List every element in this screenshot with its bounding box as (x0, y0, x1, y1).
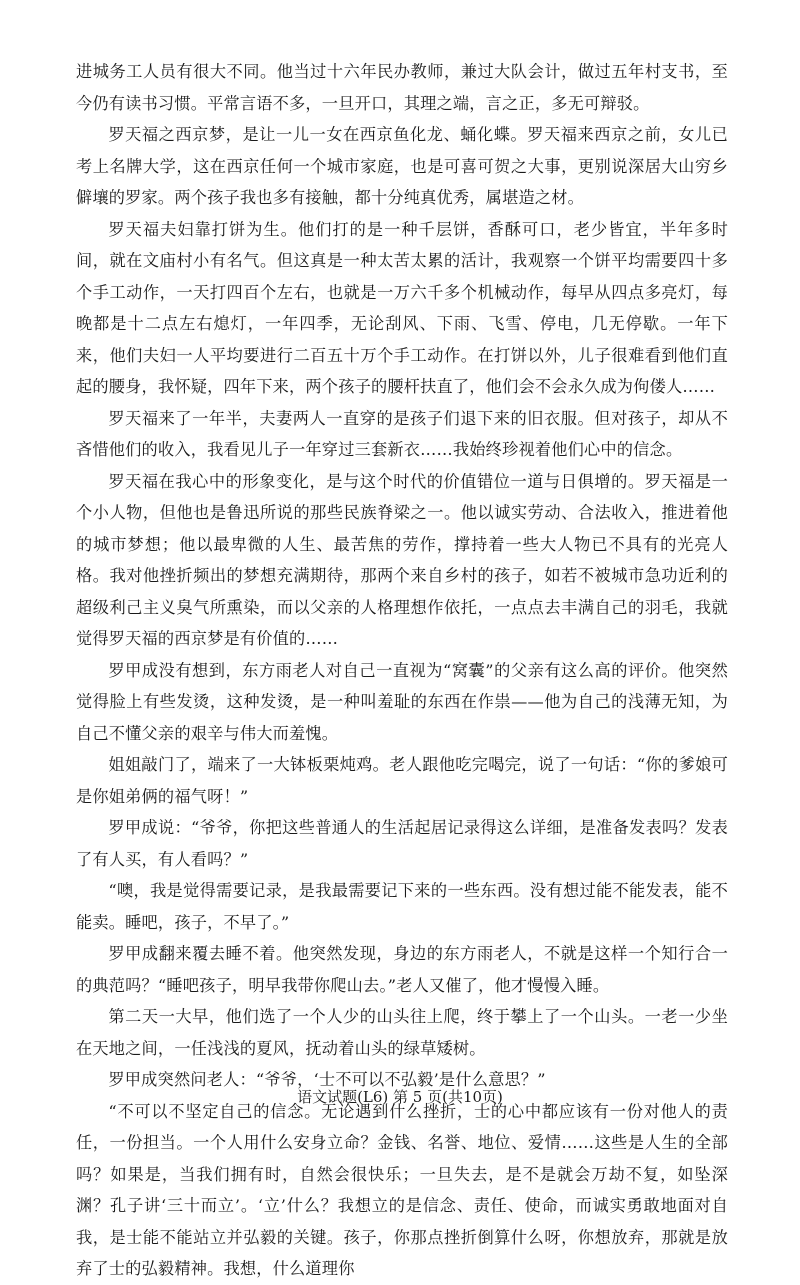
paragraph-1: 进城务工人员有很大不同。他当过十六年民办教师，兼过大队会计，做过五年村支书，至今仍有读书习惯。平常言语不多，一旦开口，其理之端，言之正，多无可辩驳。 (76, 62, 728, 113)
paragraph-11: 第二天一大早，他们选了一个人少的山头往上爬，终于攀上了一个山头。一老一少坐在天地之间，一任浅浅的夏风，抚动着山头的绿草矮树。 (76, 1007, 728, 1058)
paragraph-6: 罗甲成没有想到，东方雨老人对自己一直视为“窝囊”的父亲有这么高的评价。他突然觉得脸上有些发烫，这种发烫，是一种叫羞耻的东西在作祟——他为自己的浅薄无知，为自己不懂父亲的艰辛与伟大而羞愧。 (76, 660, 728, 743)
paragraph-4: 罗天福来了一年半，夫妻两人一直穿的是孩子们退下来的旧衣服。但对孩子，却从不吝惜他们的收入，我看见儿子一年穿过三套新衣……我始终珍视着他们心中的信念。 (76, 408, 728, 459)
paragraph-7: 姐姐敲门了，端来了一大钵板栗炖鸡。老人跟他吃完喝完，说了一句话：“你的爹娘可是你姐弟俩的福气呀！” (76, 755, 728, 806)
paragraph-3: 罗天福夫妇靠打饼为生。他们打的是一种千层饼，香酥可口，老少皆宜，半年多时间，就在文庙村小有名气。但这真是一种太苦太累的活计，我观察一个饼平均需要四十多个手工动作，一天打四百个左右，也就是一万六千多个机械动作，每早从四点多亮灯，每晚都是十二点左右熄灯，一年四季，无论刮风、下雨、飞雪、停电，几无停歇。一年下来，他们夫妇一人平均要进行二百五十万个手工动作。在打饼以外，儿子很难看到他们直起的腰身，我怀疑，四年下来，两个孩子的腰杆扶直了，他们会不会永久成为佝偻人…… (76, 219, 728, 396)
paragraph-10: 罗甲成翻来覆去睡不着。他突然发现，身边的东方雨老人，不就是这样一个知行合一的典范吗？“睡吧孩子，明早我带你爬山去。”老人又催了，他才慢慢入睡。 (76, 944, 728, 995)
paragraph-5: 罗天福在我心中的形象变化，是与这个时代的价值错位一道与日俱增的。罗天福是一个小人物，但他也是鲁迅所说的那些民族脊梁之一。他以诚实劳动、合法收入，推进着他的城市梦想；他以最卑微的人生、最苦焦的劳作，撑持着一些大人物已不具有的光亮人格。我对他挫折频出的梦想充满期待，那两个来自乡村的孩子，如若不被城市急功近利的超级利己主义臭气所熏染，而以父亲的人格理想作依托，一点点去丰满自己的羽毛，我就觉得罗天福的西京梦是有价值的…… (76, 471, 728, 648)
paragraph-8: 罗甲成说：“爷爷，你把这些普通人的生活起居记录得这么详细，是准备发表吗？发表了有人买，有人看吗？” (76, 818, 728, 869)
paragraph-9: “噢，我是觉得需要记录，是我最需要记下来的一些东西。没有想过能不能发表，能不能卖。睡吧，孩子，不早了。” (76, 881, 728, 932)
page-footer: 语文试题(L6) 第 5 页(共10页) (297, 1088, 503, 1106)
paragraph-12: 罗甲成突然问老人：“爷爷，‘士不可以不弘毅’是什么意思？” (108, 1070, 546, 1089)
paragraph-13: “不可以不坚定自己的信念。无论遇到什么挫折，士的心中都应该有一份对他人的责任，一份担当。一个人用什么安身立命？金钱、名誉、地位、爱情……这些是人生的全部吗？如果是，当我们拥有时，自然会很快乐；一旦失去，是不是就会万劫不复，如坠深渊？孔子讲‘三十而立’。‘立’什么？我想立的是信念、责任、使命，而诚实勇敢地面对自我，是士能不能站立并弘毅的关键。孩子，你那点挫折倒算什么呀，你想放弃，那就是放弃了士的弘毅精神。我想，什么道理你 (76, 1101, 728, 1278)
paragraph-2: 罗天福之西京梦，是让一儿一女在西京鱼化龙、蛹化蝶。罗天福来西京之前，女儿已考上名牌大学，这在西京任何一个城市家庭，也是可喜可贺之大事，更别说深居大山穷乡僻壤的罗家。两个孩子我也多有接触，都十分纯真优秀，属堪造之材。 (76, 125, 728, 207)
